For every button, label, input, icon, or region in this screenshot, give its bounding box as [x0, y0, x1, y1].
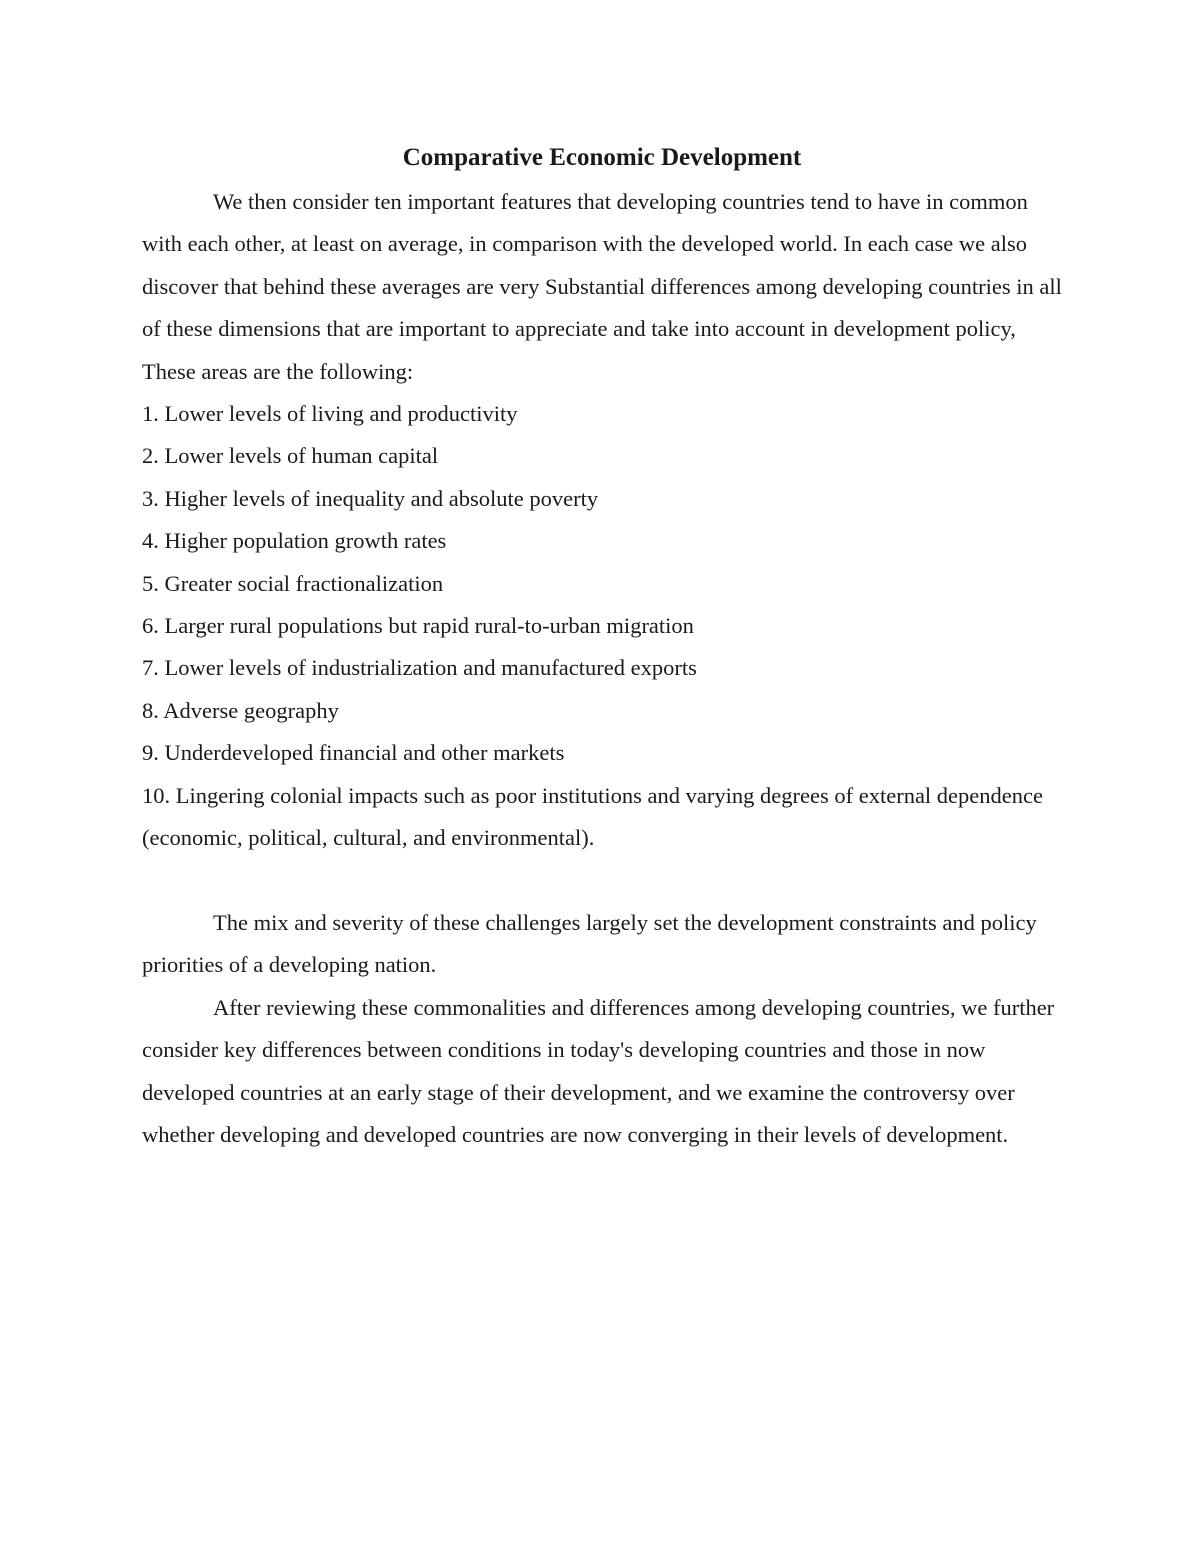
list-item: 3. Higher levels of inequality and absolute poverty	[142, 485, 599, 511]
paragraph-challenges: The mix and severity of these challenges largely set the development constraints and policy priorities of a developing nation.	[142, 909, 1037, 978]
list-item: 9. Underdeveloped financial and other markets	[142, 740, 565, 766]
list-item: 5. Greater social fractionalization	[142, 570, 444, 596]
list-item: 7. Lower levels of industrialization and manufactured exports	[142, 655, 697, 681]
paragraph-convergence: After reviewing these commonalities and differences among developing countries, we further consider key differences between conditions in today's developing countries and those in now developed countries at an early stage of their development, and we examine the controversy over whether developing and developed countries are now converging in their levels of development.	[142, 994, 1055, 1147]
list-intro: These areas are the following:	[142, 358, 414, 384]
feature-list	[142, 393, 1062, 859]
list-item: 4. Higher population growth rates	[142, 528, 447, 554]
document-title: Comparative Economic Development	[402, 144, 802, 171]
blank-line	[142, 860, 1062, 902]
intro-paragraph: We then consider ten important features that developing countries tend to have in common with each other, at least on average, in comparison with the developed world. In each case we also discover that behind these averages are very Substantial differences among developing countries in all of these dimensions that are important to appreciate and take into account in development policy,	[142, 189, 1062, 342]
list-item: 2. Lower levels of human capital	[142, 443, 439, 469]
list-item: 8. Adverse geography	[142, 697, 339, 723]
list-item: 1. Lower levels of living and productivity	[142, 401, 518, 427]
document-body	[142, 138, 1062, 1156]
list-item: 10. Lingering colonial impacts such as poor institutions and varying degrees of external dependence (economic, political, cultural, and environmental).	[142, 782, 1043, 851]
list-item: 6. Larger rural populations but rapid rural-to-urban migration	[142, 613, 694, 639]
